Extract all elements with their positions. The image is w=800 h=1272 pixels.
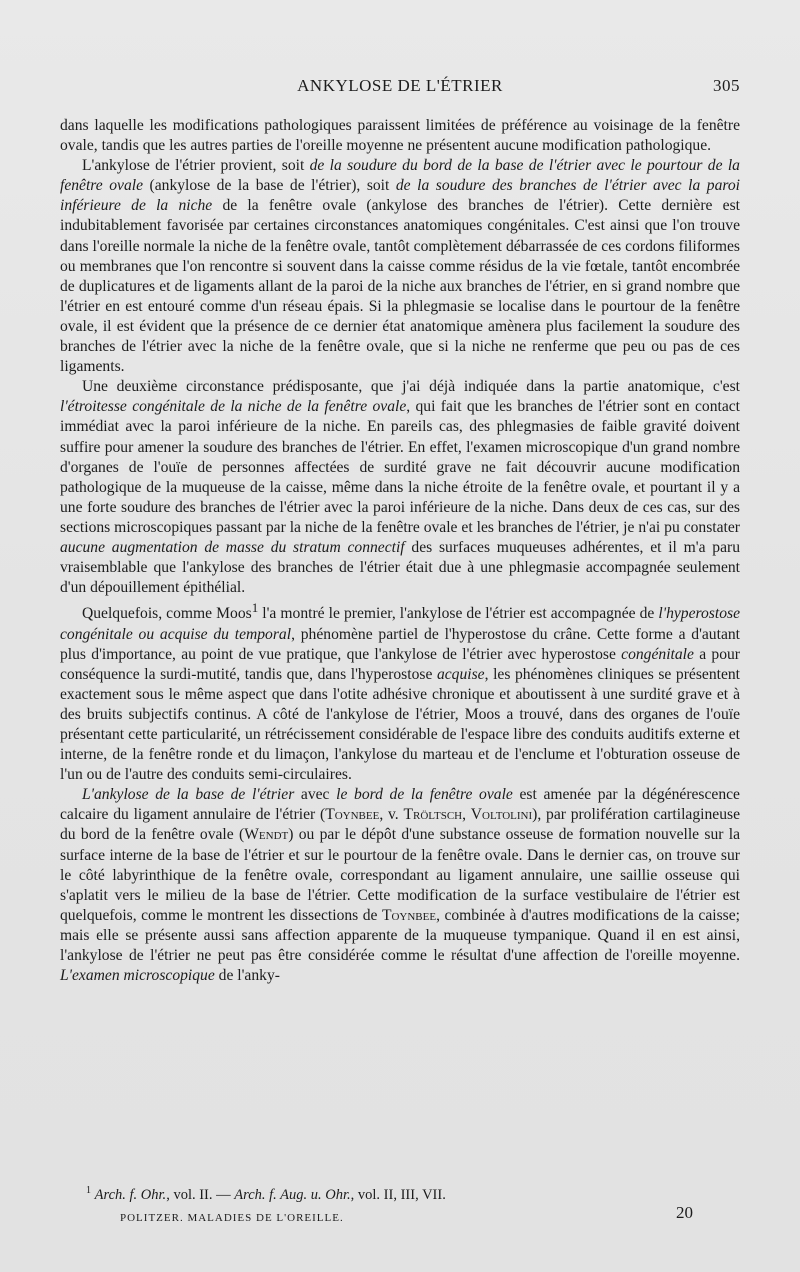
author-name: Voltolini	[470, 806, 533, 824]
italic-phrase: congénitale	[621, 645, 694, 663]
page-number: 305	[713, 76, 740, 95]
author-name: Tröltsch	[403, 806, 463, 824]
text-run: dans laquelle les modifications pathologiques paraissent limitées de préférence au voisinage de la fenêtre ovale, tandis que les autres parties de l'oreille moyenne ne présentent aucune modification pathologique.	[60, 117, 740, 155]
text-run: de la fenêtre ovale (ankylose des branches de l'étrier). Cette dernière est indubitablement favorisée par certaines circonstances anatomiques congénitales. C'est ainsi que l'on trouve dans l'oreille normale la niche de la fenêtre ovale, tantôt complètement débarrassée de ces cordons filiformes ou membranes que l'on rencontre si souvent dans la caisse comme résidus de la vie fœtale, tantôt encombrée de duplicatures et de ligaments allant de la paroi de la niche aux branches de l'étrier, en si grand nombre que l'étrier en est entouré comme d'un réseau épais. Si la phlegmasie se localise dans le pourtour de la fenêtre ovale, il est évident que la présence de ce dernier état anatomique amènera plus facilement la soudure des branches de l'étrier avec la niche de la fenêtre ovale, que si la niche ne renferme que peu ou pas de ces ligaments.	[60, 197, 740, 376]
text-run: , phénomène partiel de l'hyperostose du crâne. Cette forme a d'autant plus d'importance, au point de vue pratique, que l'ankylose de l'étrier avec hyperostose	[60, 625, 740, 663]
text-run: Une deuxième circonstance prédisposante, que j'ai déjà indiquée dans la partie anatomique, c'est	[82, 378, 740, 396]
italic-phrase: acquise	[436, 665, 485, 683]
citation-title: Arch. f. Ohr.	[94, 1186, 167, 1203]
author-name: Wendt	[244, 826, 289, 844]
citation-title: Arch. f. Aug. u. Ohr.	[234, 1186, 351, 1203]
italic-phrase: l'étroitesse congénitale de la niche de la fenêtre ovale	[60, 398, 407, 416]
italic-phrase: aucune augmentation de masse du stratum connectif	[60, 538, 405, 556]
text-run: , v.	[379, 806, 404, 824]
footnote	[86, 1185, 446, 1204]
italic-phrase: L'examen microscopique	[60, 967, 215, 985]
text-run: a pour conséquence la surdi-mutité, tandis que, dans l'hyperostose	[60, 645, 740, 683]
text-run: (ankylose de la base de l'étrier), soit	[143, 177, 396, 195]
text-run: , les phénomènes cliniques se présentent exactement sous le même aspect que dans l'otite adhésive chronique et aboutissent à une surdité grave et à des bruits subjectifs continus. A côté de l'ankylose de l'étrier, Moos a trouvé, dans des organes de l'ouïe présentant cette particularité, un rétrécissement considérable de l'espace libre des conduits auditifs externe et interne, de la fenêtre ronde et du limaçon, l'ankylose du marteau et de l'enclume et l'obturation osseuse de l'un ou de l'autre des conduits semi-circulaires.	[60, 665, 741, 784]
text-run: ) ou par le dépôt d'une substance osseuse de formation nouvelle sur la surface interne de la base de l'étrier et sur le pourtour de la fenêtre ovale. Dans le dernier cas, on trouve sur le côté labyrinthique de la fenêtre ovale, correspondant au ligament annulaire, une saillie osseuse qui s'aplatit vers le milieu de la base de l'étrier. Cette modification de la surface vestibulaire de l'étrier est quelquefois, comme le montrent les dissections de	[60, 826, 741, 924]
italic-phrase: L'ankylose de la base de l'étrier	[82, 786, 295, 804]
signature-line: POLITZER. MALADIES DE L'OREILLE.	[120, 1212, 344, 1224]
paragraph-3	[60, 377, 740, 598]
citation-text: , vol. II. —	[166, 1186, 235, 1203]
text-run: avec	[294, 786, 337, 804]
italic-phrase: de la soudure du bord de la base de l'étrier avec le pourtour de la fenêtre ovale	[60, 157, 740, 195]
text-run: , combinée à d'autres modifications de la caisse; mais elle se présente aussi sans affection apparente de la muqueuse tympanique. Quand il en est ainsi, l'ankylose de l'étrier ne peut pas être considérée comme le résultat d'une affection de l'oreille moyenne.	[60, 906, 740, 965]
italic-phrase: l'hyperostose congénitale ou acquise du temporal	[60, 605, 740, 643]
text-run: de l'anky-	[214, 967, 280, 985]
footnote-ref: 1	[251, 600, 259, 616]
text-run: des surfaces muqueuses adhérentes, et il m'a paru vraisemblable que l'ankylose des branches de l'étrier était due à une phlegmasie accompagnée seulement d'un dépouillement épithélial.	[60, 538, 740, 597]
running-title: ANKYLOSE DE L'ÉTRIER	[297, 76, 503, 95]
author-name: Toynbee	[381, 906, 437, 924]
text-run: Quelquefois, comme Moos	[82, 605, 252, 623]
text-run: ,	[462, 806, 471, 824]
citation-text: , vol. II, III, VII.	[350, 1186, 446, 1203]
footnote-marker: 1	[86, 1185, 91, 1196]
paragraph-5	[60, 785, 740, 986]
text-run: L'ankylose de l'étrier provient, soit	[82, 157, 310, 175]
italic-phrase: le bord de la fenêtre ovale	[336, 786, 513, 804]
paragraph-4	[60, 598, 740, 785]
italic-phrase: de la soudure des branches de l'étrier avec la paroi inférieure de la niche	[60, 177, 740, 215]
text-run: ), par prolifération cartilagineuse du bord de la fenêtre ovale (	[60, 806, 740, 844]
running-head	[60, 76, 740, 100]
body-text	[60, 116, 740, 986]
text-run: est amenée par la dégénérescence calcaire du ligament annulaire de l'étrier (	[60, 786, 740, 824]
text-run: , qui fait que les branches de l'étrier sont en contact immédiat avec la paroi inférieure de la niche. En pareils cas, des phlegmasies de faible gravité doivent suffire pour amener la soudure des branches de l'étrier. En effet, l'examen microscopique d'un grand nombre d'organes de l'ouïe de personnes affectées de surdité grave ne fait découvrir aucune modification pathologique de la muqueuse de la caisse, même dans la niche étroite de la fenêtre ovale, et pourtant il y a une forte soudure des branches de l'étrier avec la paroi inférieure de la niche. Dans deux de ces cas, sur des sections microscopiques passant par la niche de la fenêtre ovale et les branches de l'étrier, je n'ai pu constater	[60, 398, 740, 536]
paragraph-1	[60, 116, 740, 156]
paragraph-2	[60, 156, 740, 377]
sheet-number: 20	[676, 1203, 693, 1222]
author-name: Toynbee	[325, 806, 380, 824]
text-run: l'a montré le premier, l'ankylose de l'étrier est accompagnée de	[258, 605, 659, 623]
